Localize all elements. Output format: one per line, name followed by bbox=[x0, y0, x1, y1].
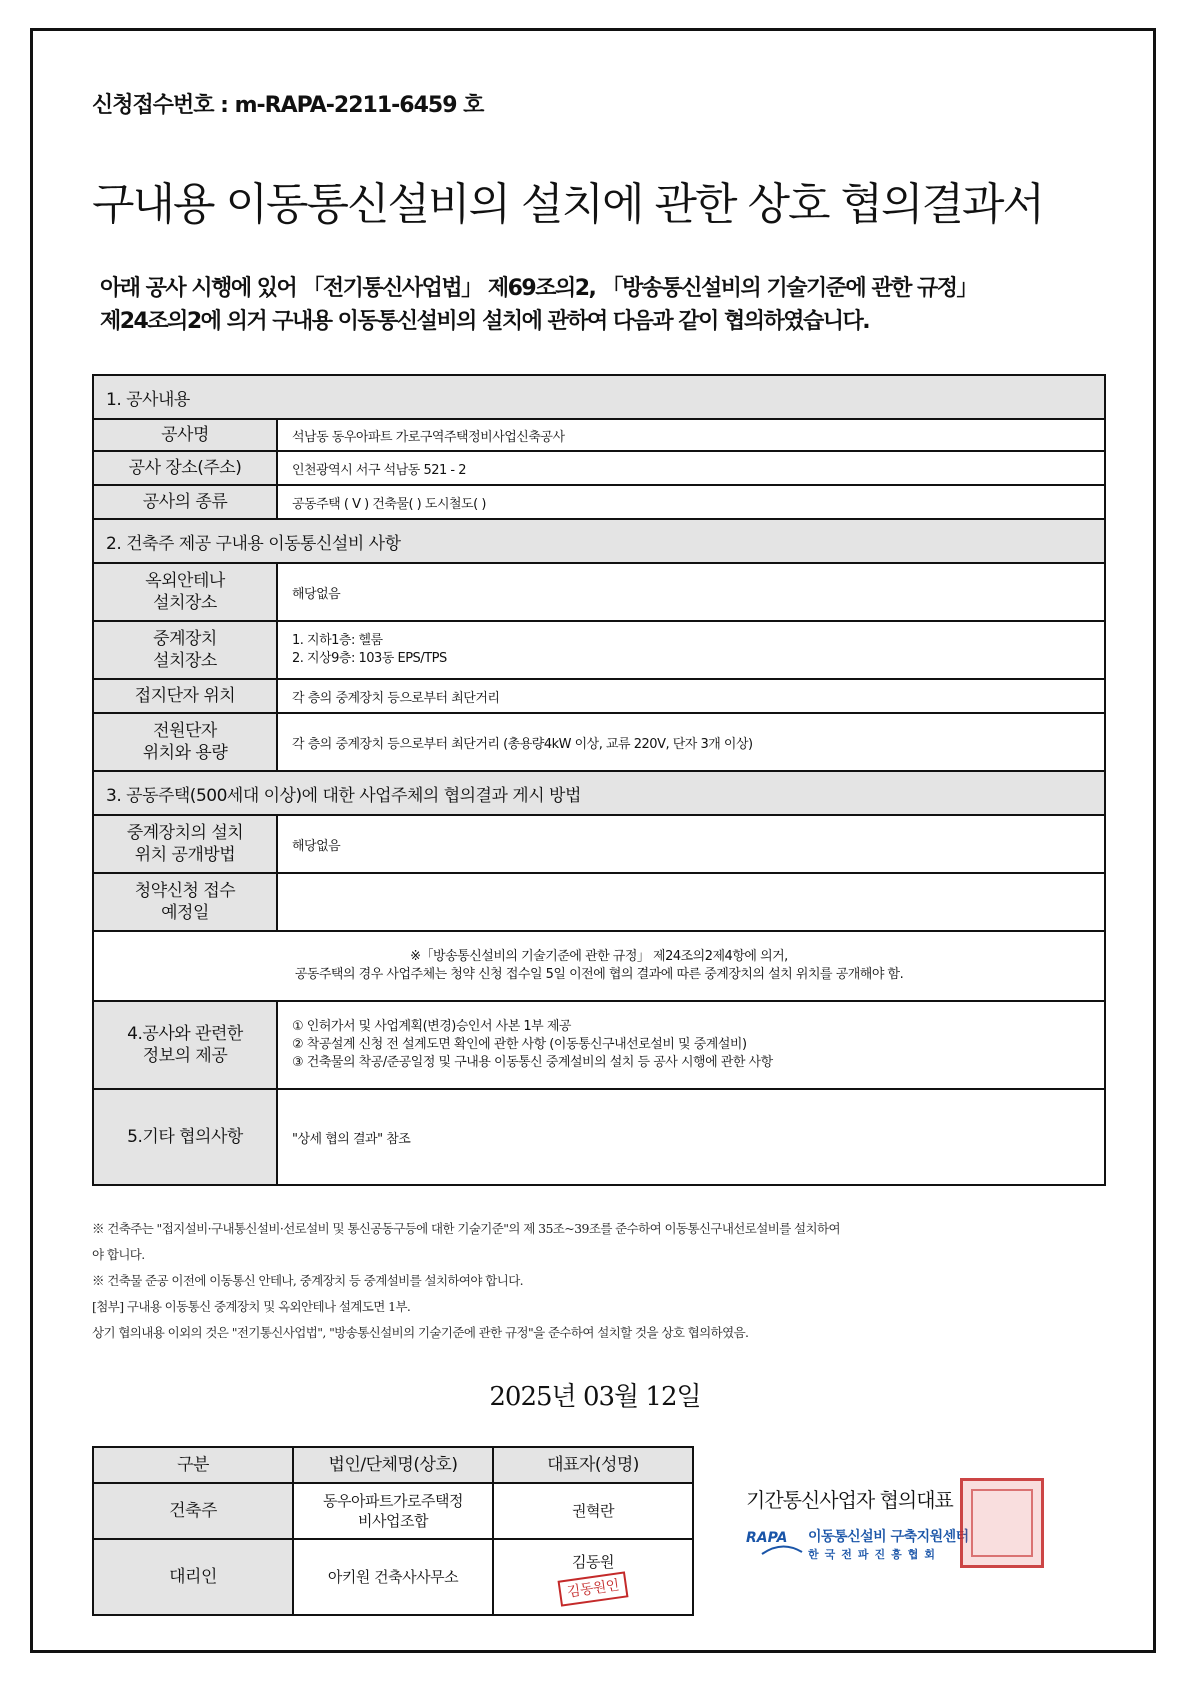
repeater-location-label bbox=[93, 621, 277, 679]
disclosure-method-value: 해당없음 bbox=[277, 815, 1105, 873]
repeater-label-line1: 중계장치 bbox=[153, 629, 217, 649]
footnote-line: ※ 건축물 준공 이전에 이동통신 안테나, 중계장치 등 중계설비를 설치하여야 합니다. bbox=[92, 1273, 524, 1288]
repeater-label-line2: 설치장소 bbox=[153, 651, 217, 671]
disclosure-label-line1: 중계장치의 설치 bbox=[126, 823, 244, 843]
info-label-line1: 4.공사와 관련한 bbox=[127, 1024, 243, 1044]
section2-heading: 2. 건축주 제공 구내용 이동통신설비 사항 bbox=[93, 519, 1105, 563]
section3-note-line2: 공동주택의 경우 사업주체는 청약 신청 접수일 5일 이전에 협의 결과에 따른 중계장치의 설치 위치를 공개해야 함. bbox=[294, 967, 904, 982]
info-provision-label bbox=[93, 1001, 277, 1089]
official-seal-stamp bbox=[960, 1478, 1044, 1568]
section3-note-line1: ※「방송통신설비의 기술기준에 관한 규정」 제24조의2제4항에 의거, bbox=[410, 949, 788, 964]
intro-line-2: 제24조의2에 의거 구내용 이동통신설비의 설치에 관하여 다음과 같이 협의하였습니다. bbox=[100, 309, 870, 334]
network-operator-block bbox=[746, 1484, 1086, 1594]
association-name: 한국전파진흥협회 bbox=[808, 1548, 942, 1561]
antenna-label-line1: 옥외안테나 bbox=[145, 571, 225, 591]
subscription-label-line1: 청약신청 접수 bbox=[134, 881, 236, 901]
agreement-table bbox=[92, 374, 1106, 1186]
info-provision-value bbox=[277, 1001, 1105, 1089]
support-center-name: 이동통신설비 구축지원센터 bbox=[808, 1529, 969, 1545]
power-terminal-value: 각 층의 중계장치 등으로부터 최단거리 (총용량4kW 이상, 교류 220V, 단자 3개 이상) bbox=[277, 713, 1105, 771]
footnote-line: 상기 협의내용 이외의 것은 "전기통신사업법", "방송통신설비의 기술기준에 관한 규정"을 준수하여 설치할 것을 상호 협의하였음. bbox=[92, 1325, 749, 1340]
subscription-label-line2: 예정일 bbox=[161, 903, 209, 923]
agent-role: 대리인 bbox=[93, 1539, 293, 1615]
disclosure-label-line2: 위치 공개방법 bbox=[134, 845, 236, 865]
agreement-date: 2025년 03월 12일 bbox=[489, 1382, 701, 1412]
document-title: 구내용 이동통신설비의 설치에 관한 상호 협의결과서 bbox=[92, 179, 1044, 230]
antenna-label-line2: 설치장소 bbox=[153, 593, 217, 613]
project-location-value: 인천광역시 서구 석남동 521 - 2 bbox=[277, 451, 1105, 485]
repeater-location-value bbox=[277, 621, 1105, 679]
subscription-date-value bbox=[277, 873, 1105, 931]
ground-terminal-label: 접지단자 위치 bbox=[93, 679, 277, 713]
receipt-number: 신청접수번호 : m-RAPA-2211-6459 호 bbox=[92, 93, 484, 118]
other-matters-value: "상세 협의 결과" 참조 bbox=[277, 1089, 1105, 1185]
project-location-label: 공사 장소(주소) bbox=[93, 451, 277, 485]
builder-role: 건축주 bbox=[93, 1483, 293, 1539]
intro-text bbox=[100, 272, 1110, 338]
signature-table bbox=[92, 1446, 694, 1616]
info-item: ③ 건축물의 착공/준공일정 및 구내용 이동통신 중계설비의 설치 등 공사 시행에 관한 사항 bbox=[292, 1055, 773, 1070]
rapa-logo: RAPA bbox=[746, 1530, 788, 1546]
section1-heading: 1. 공사내용 bbox=[93, 375, 1105, 419]
project-name-value: 석남동 동우아파트 가로구역주택정비사업신축공사 bbox=[277, 419, 1105, 451]
project-name-label: 공사명 bbox=[93, 419, 277, 451]
network-operator-label: 기간통신사업자 협의대표 bbox=[746, 1488, 953, 1512]
section3-note bbox=[93, 931, 1105, 1001]
builder-org-line2: 비사업조합 bbox=[358, 1512, 428, 1530]
power-label-line2: 위치와 용량 bbox=[142, 743, 228, 763]
ground-terminal-value: 각 층의 중계장치 등으로부터 최단거리 bbox=[277, 679, 1105, 713]
power-label-line1: 전원단자 bbox=[153, 721, 217, 741]
subscription-date-label bbox=[93, 873, 277, 931]
agent-rep-name: 김동원 bbox=[572, 1553, 614, 1571]
section3-heading: 3. 공동주택(500세대 이상)에 대한 사업주체의 협의결과 게시 방법 bbox=[93, 771, 1105, 815]
antenna-location-label bbox=[93, 563, 277, 621]
repeater-value-line2: 2. 지상9층: 103동 EPS/TPS bbox=[292, 651, 447, 666]
other-matters-label: 5.기타 협의사항 bbox=[93, 1089, 277, 1185]
footnote-line: ※ 건축주는 "접지설비·구내통신설비·선로설비 및 통신공동구등에 대한 기술기준"의 제 35조~39조를 준수하여 이동통신구내선로설비를 설치하여 bbox=[92, 1221, 840, 1236]
builder-organization bbox=[293, 1483, 493, 1539]
header-representative: 대표자(성명) bbox=[493, 1447, 693, 1483]
project-type-label: 공사의 종류 bbox=[93, 485, 277, 519]
repeater-value-line1: 1. 지하1층: 헬룸 bbox=[292, 633, 383, 648]
power-terminal-label bbox=[93, 713, 277, 771]
builder-org-line1: 동우아파트가로주택정 bbox=[323, 1492, 463, 1510]
footnote-line: [첨부] 구내용 이동통신 중계장치 및 옥외안테나 설계도면 1부. bbox=[92, 1299, 411, 1314]
intro-line-1: 아래 공사 시행에 있어 「전기통신사업법」 제69조의2, 「방송통신설비의 기술기준에 관한 규정」 bbox=[100, 276, 978, 301]
rapa-swoosh-icon bbox=[760, 1544, 804, 1558]
info-label-line2: 정보의 제공 bbox=[142, 1046, 228, 1066]
agent-seal-stamp: 김동원인 bbox=[557, 1571, 628, 1606]
header-category: 구분 bbox=[93, 1447, 293, 1483]
disclosure-method-label bbox=[93, 815, 277, 873]
info-item: ② 착공설계 신청 전 설계도면 확인에 관한 사항 (이동통신구내선로설비 및 중계설비) bbox=[292, 1037, 747, 1052]
info-item: ① 인허가서 및 사업계획(변경)승인서 사본 1부 제공 bbox=[292, 1019, 571, 1034]
footnote-line: 야 합니다. bbox=[92, 1247, 145, 1262]
header-organization: 법인/단체명(상호) bbox=[293, 1447, 493, 1483]
agent-organization: 아키원 건축사사무소 bbox=[293, 1539, 493, 1615]
builder-representative: 권혁란 bbox=[493, 1483, 693, 1539]
project-type-value: 공동주택 ( V ) 건축물( ) 도시철도( ) bbox=[277, 485, 1105, 519]
agent-representative bbox=[493, 1539, 693, 1615]
antenna-location-value: 해당없음 bbox=[277, 563, 1105, 621]
footnotes bbox=[92, 1216, 1104, 1346]
